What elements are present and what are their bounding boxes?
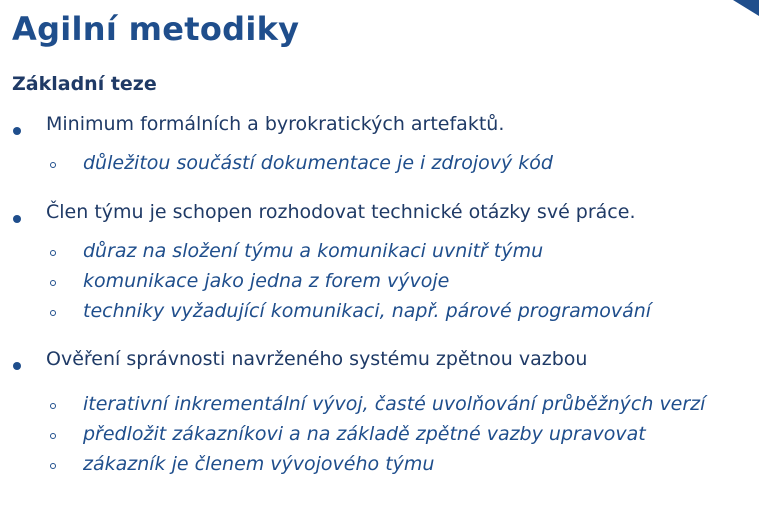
- sub-bullet-item: zákazník je členem vývojového týmu: [83, 453, 435, 475]
- sub-bullet-circle-icon: [50, 403, 56, 409]
- sub-bullet-item: komunikace jako jedna z forem vývoje: [83, 270, 450, 292]
- sub-bullet-item: důležitou součástí dokumentace je i zdrojový kód: [83, 152, 553, 174]
- sub-bullet-circle-icon: [50, 433, 56, 439]
- bullet-dot-icon: [13, 127, 21, 135]
- sub-bullet-circle-icon: [50, 250, 56, 256]
- sub-bullet-item: techniky vyžadující komunikaci, např. párové programování: [83, 300, 652, 322]
- sub-bullet-circle-icon: [50, 463, 56, 469]
- slide-subtitle: Základní teze: [12, 73, 157, 95]
- sub-bullet-circle-icon: [50, 162, 56, 168]
- bullet-item: Ověření správnosti navrženého systému zpětnou vazbou: [46, 348, 588, 370]
- bullet-item: Člen týmu je schopen rozhodovat technické otázky své práce.: [46, 201, 636, 223]
- slide-title: Agilní metodiky: [12, 10, 300, 48]
- bullet-item: Minimum formálních a byrokratických artefaktů.: [46, 113, 505, 135]
- corner-decoration: [733, 0, 759, 16]
- sub-bullet-circle-icon: [50, 310, 56, 316]
- bullet-dot-icon: [13, 362, 21, 370]
- sub-bullet-circle-icon: [50, 280, 56, 286]
- bullet-dot-icon: [13, 215, 21, 223]
- sub-bullet-item: důraz na složení týmu a komunikaci uvnitř týmu: [83, 240, 544, 262]
- sub-bullet-item: předložit zákazníkovi a na základě zpětné vazby upravovat: [83, 423, 646, 445]
- sub-bullet-item: iterativní inkrementální vývoj, časté uvolňování průběžných verzí: [83, 393, 706, 415]
